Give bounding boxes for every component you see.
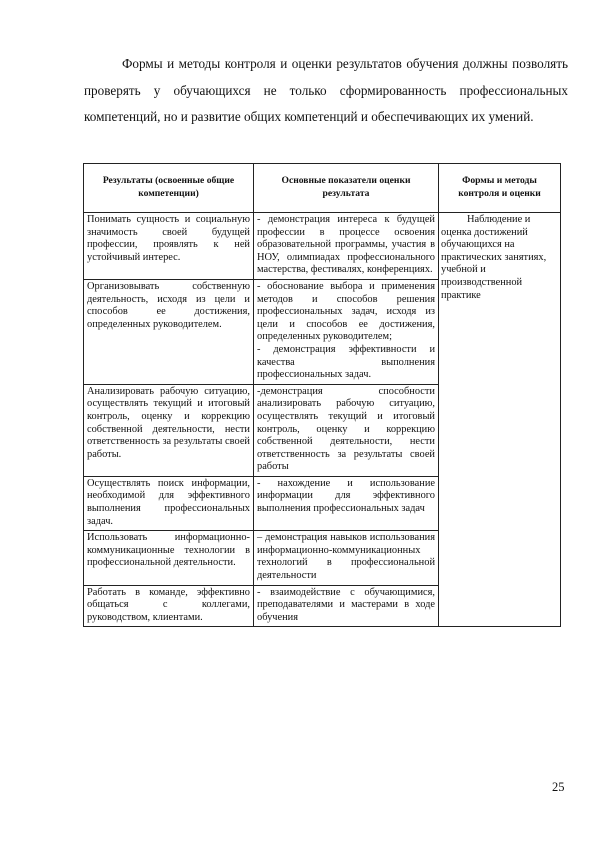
header-indicators: Основные показатели оценки результата <box>254 164 439 213</box>
header-results: Результаты (освоенные общие компетенции) <box>84 164 254 213</box>
result-cell: Понимать сущность и социальную значимость своей будущей профессии, проявлять к ней устойчивый интерес. <box>84 213 254 280</box>
result-cell: Использовать информационно-коммуникационные технологии в профессиональной деятельности. <box>84 531 254 585</box>
table-row <box>84 213 561 280</box>
result-cell: Осуществлять поиск информации, необходимой для эффективного выполнения профессиональных задач. <box>84 476 254 530</box>
result-cell: Организовывать собственную деятельность, исходя из цели и способов ее достижения, определенных руководителем. <box>84 279 254 384</box>
result-cell: Работать в команде, эффективно общаться с коллегами, руководством, клиентами. <box>84 585 254 627</box>
intro-paragraph: Формы и методы контроля и оценки результатов обучения должны позволять проверять у обучающихся не только сформированность профессиональных компетенций, но и развитие общих компетенций и обеспечивающих их умений. <box>84 56 568 125</box>
table-header-row <box>84 164 561 213</box>
indicator-cell: - обоснование выбора и применения методов и способов решения профессиональных задач, исходя из цели и способов ее достижения, определенных руководителем; - демонстрация эффективности и качества выполнения профессиональных задач. <box>254 279 439 384</box>
competencies-table <box>83 163 561 627</box>
header-methods: Формы и методы контроля и оценки <box>439 164 561 213</box>
result-cell: Анализировать рабочую ситуацию, осуществлять текущий и итоговый контроль, оценку и коррекцию собственной деятельности, нести ответственность за результаты своей работы. <box>84 384 254 476</box>
indicator-cell: -демонстрация способности анализировать рабочую ситуацию, осуществлять текущий и итоговый контроль, оценку и коррекцию собственной деятельности, нести ответственность за результаты своей работы <box>254 384 439 476</box>
methods-cell <box>439 213 561 627</box>
indicator-cell: – демонстрация навыков использования информационно-коммуникационных технологий в профессиональной деятельности <box>254 531 439 585</box>
page-number: 25 <box>552 780 565 794</box>
methods-text: Наблюдение и оценка достижений обучающихся на практических занятиях, учебной и производственной практике <box>441 214 547 301</box>
indicator-cell: - нахождение и использование информации для эффективного выполнения профессиональных задач <box>254 476 439 530</box>
indicator-cell: - демонстрация интереса к будущей профессии в процессе освоения образовательной программы, участия в НОУ, олимпиадах профессионального мастерства, фестивалях, конференциях. <box>254 213 439 280</box>
indicator-cell: - взаимодействие с обучающимися, преподавателями и мастерами в ходе обучения <box>254 585 439 627</box>
